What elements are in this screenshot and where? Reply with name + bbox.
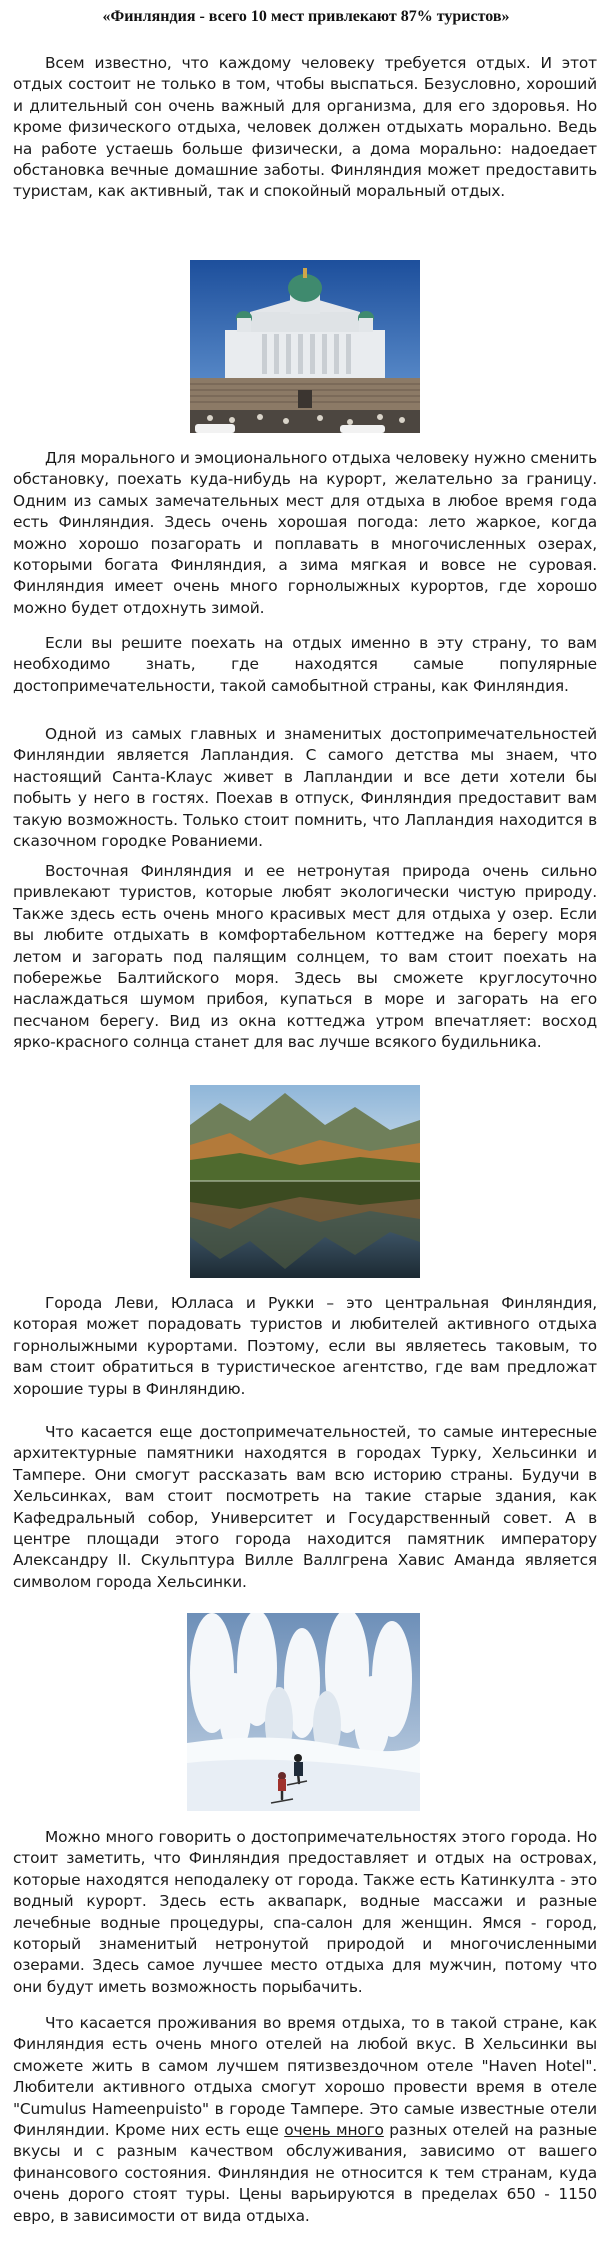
hotels-link[interactable]: очень много <box>284 2121 384 2140</box>
winter-ski-photo <box>187 1613 420 1811</box>
article-title: «Финляндия - всего 10 мест привлекают 87% туристов» <box>102 8 510 25</box>
paragraph-9-text-start: Что касается проживания во время отдыха, то в такой стране, как Финляндия есть очень много отелей на любой вкус. В Хельсинки вы сможете жить в самом лучшем пятизвездочном отеле "Haven Hotel". Любители активного отдыха смогут хорошо провести время в отеле "Cumulus Hameenpuisto" в городе Тампере. Это самые известные отели Финляндии. Кроме них есть еще <box>13 2014 597 2140</box>
paragraph-2: Для морального и эмоционального отдыха человеку нужно сменить обстановку, поехать куда-нибудь на курорт, желательно за границу. Одним из самых замечательных мест для отдыха в любое время года есть Финляндия. Здесь очень хорошая погода: лето жаркое, когда можно хорошо позагорать и поплавать в многочисленных озерах, которыми богата Финляндия, а зима мягкая и вовсе не суровая. Финляндия имеет очень много горнолыжных курортов, где хорошо можно будет отдохнуть зимой. <box>13 449 597 617</box>
paragraph-6: Города Леви, Юлласа и Рукки – это центральная Финляндия, которая может порадовать туристов и любителей активного отдыха горнолыжными курортами. Поэтому, если вы являетесь таковым, то вам стоит обратиться в туристическое агентство, где вам предложат хорошие туры в Финляндию. <box>13 1294 597 1398</box>
paragraph-7: Что касается еще достопримечательностей, то самые интересные архитектурные памятники находятся в городах Турку, Хельсинки и Тампере. Они смогут рассказать вам всю историю страны. Будучи в Хельсинках, вам стоит посмотреть на такие старые здания, как Кафедральный собор, Университет и Государственный совет. А в центре площади этого города находится памятник императору Александру II. Скульптура Вилле Валлгрена Хавис Аманда является символом города Хельсинки. <box>13 1423 597 1591</box>
paragraph-9 <box>13 2013 597 2227</box>
paragraph-5: Восточная Финляндия и ее нетронутая природа очень сильно привлекают туристов, которые любят экологически чистую природу. Также здесь есть очень много красивых мест для отдыха у озер. Если вы любите отдыхать в комфортабельном коттедже на берегу моря летом и загорать под палящим солнцем, то вам стоит поехать на побережье Балтийского моря. Здесь вы сможете круглосуточно наслаждаться шумом прибоя, купаться в море и загорать на его песчаном берегу. Вид из окна коттеджа утром впечатляет: восход ярко-красного солнца станет для вас лучше всякого будильника. <box>13 862 597 1052</box>
paragraph-9-text-end: разных отелей на разные вкусы и с разным качеством обслуживания, зависимо от вашего финансового состояния. Финляндия не относится к тем странам, куда очень дорого стоят туры. Цены варьируются в пределах 650 - 1150 евро, в зависимости от вида отдыха. <box>13 2121 597 2225</box>
paragraph-3: Если вы решите поехать на отдых именно в эту страну, то вам необходимо знать, где находятся самые популярные достопримечательности, такой самобытной страны, как Финляндия. <box>13 634 597 695</box>
paragraph-8: Можно много говорить о достопримечательностях этого города. Но стоит заметить, что Финляндия предоставляет и отдых на островах, которые находятся неподалеку от города. Также есть Катинкулта - это водный курорт. Здесь есть аквапарк, водные массажи и разные лечебные водные процедуры, спа-салон для женщин. Ямся - город, который знаменитый нетронутой природой и многочисленными озерами. Здесь самое лучшее место отдыха для мужчин, потому что они будут иметь возможность порыбачить. <box>13 1828 597 1996</box>
paragraph-1: Всем известно, что каждому человеку требуется отдых. И этот отдых состоит не только в том, чтобы выспаться. Безусловно, хороший и длительный сон очень важный для организма, для его здоровья. Но кроме физического отдыха, человек должен отдыхать морально. Ведь на работе устаешь больше физически, а дома морально: надоедает обстановка вечные домашние заботы. Финляндия может предоставить туристам, как активный, так и спокойный моральный отдых. <box>13 54 597 201</box>
lake-mountains-photo <box>190 1085 420 1278</box>
paragraph-4: Одной из самых главных и знаменитых достопримечательностей Финляндии является Лапландия. С самого детства мы знаем, что настоящий Санта-Клаус живет в Лапландии и все дети хотели бы побыть у него в гостях. Поехав в отпуск, Финляндия предоставит вам такую возможность. Только стоит помнить, что Лапландия находится в сказочном городке Рованиеми. <box>13 725 597 851</box>
helsinki-cathedral-photo <box>190 260 420 433</box>
